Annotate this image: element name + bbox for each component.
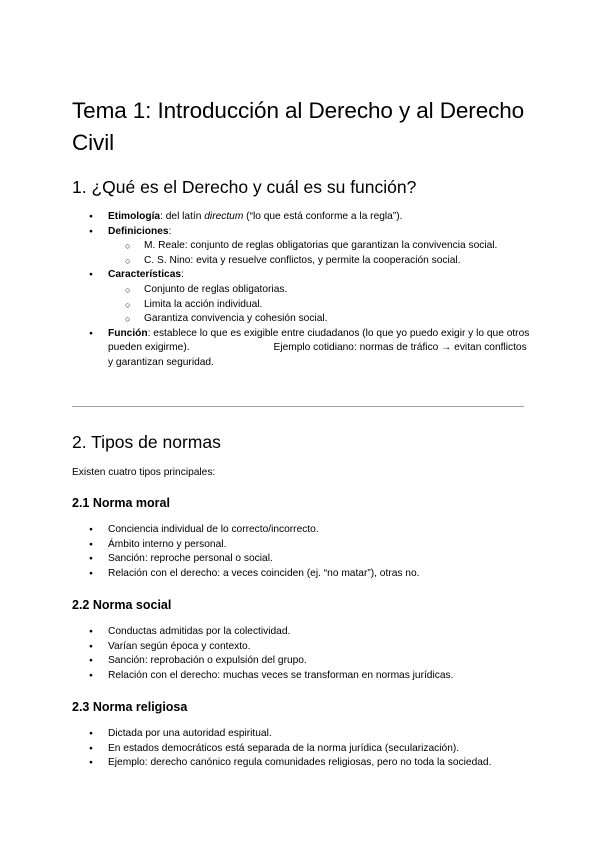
etimologia-term: directum [204,211,244,222]
list-item: ● Ejemplo: derecho canónico regula comunidades religiosas, pero no toda la sociedad. [72,756,532,771]
definiciones-label: Definiciones [108,225,169,237]
list-item: ● Sanción: reprobación o expulsión del grupo. [72,654,532,669]
document-title: Tema 1: Introducción al Derecho y al Derecho Civil [72,98,525,155]
etimologia-text-a: : del latín [160,211,205,222]
caracteristicas-label: Características [108,269,182,281]
social-list [72,625,532,683]
sublist-item: ○ Conjunto de reglas obligatorias. [108,283,532,298]
etimologia-text-b: (“lo que está conforme a la regla”). [243,211,403,222]
section-1-heading: 1. ¿Qué es el Derecho y cuál es su función? [72,177,417,197]
subsection-religiosa-heading: 2.3 Norma religiosa [72,700,188,714]
list-item-etimologia [72,210,532,225]
subsection-social-heading: 2.2 Norma social [72,598,172,612]
funcion-text: : establece lo que es exigible entre ciudadanos (lo que yo puedo exigir y lo que otros pueden exigirme). [108,327,530,354]
section-2-intro: Existen cuatro tipos principales: [72,467,216,478]
section-2-heading: 2. Tipos de normas [72,432,221,452]
list-item-definiciones [72,225,532,269]
list-item: ● Relación con el derecho: a veces coinciden (ej. “no matar”), otras no. [72,567,532,582]
caracteristicas-sublist [108,283,532,327]
sublist-item: ○ C. S. Nino: evita y resuelve conflictos, y permite la cooperación social. [108,254,532,269]
etimologia-label: Etimología [108,211,161,222]
list-item: ● Conciencia individual de lo correcto/incorrecto. [72,523,532,538]
sublist-item: ○ M. Reale: conjunto de reglas obligatorias que garantizan la convivencia social. [108,239,532,254]
moral-list [72,523,532,581]
list-item: ● En estados democráticos está separada de la norma jurídica (secularización). [72,742,532,757]
subsection-moral-heading: 2.1 Norma moral [72,496,170,510]
sublist-item: ○ Garantiza convivencia y cohesión social. [108,312,532,327]
list-item: ● Dictada por una autoridad espiritual. [72,727,532,742]
section-divider [72,406,524,407]
definiciones-colon: : [168,225,172,237]
list-item: ● Ámbito interno y personal. [72,538,532,553]
religiosa-list [72,727,532,771]
definiciones-sublist [108,239,532,268]
list-item-caracteristicas [72,268,532,326]
sublist-item: ○ Limita la acción individual. [108,298,532,313]
section-1-list [72,210,532,371]
funcion-label: Función [108,327,148,339]
funcion-example: Ejemplo cotidiano: normas de tráfico → evitan conflictos y garantizan seguridad. [108,342,527,368]
list-item: ● Relación con el derecho: muchas veces se transforman en normas jurídicas. [72,669,532,684]
list-item: ● Sanción: reproche personal o social. [72,552,532,567]
list-item: ● Conductas admitidas por la colectividad. [72,625,532,640]
list-item: ● Varían según época y contexto. [72,640,532,655]
list-item-funcion [72,327,532,371]
caracteristicas-colon: : [181,269,184,281]
